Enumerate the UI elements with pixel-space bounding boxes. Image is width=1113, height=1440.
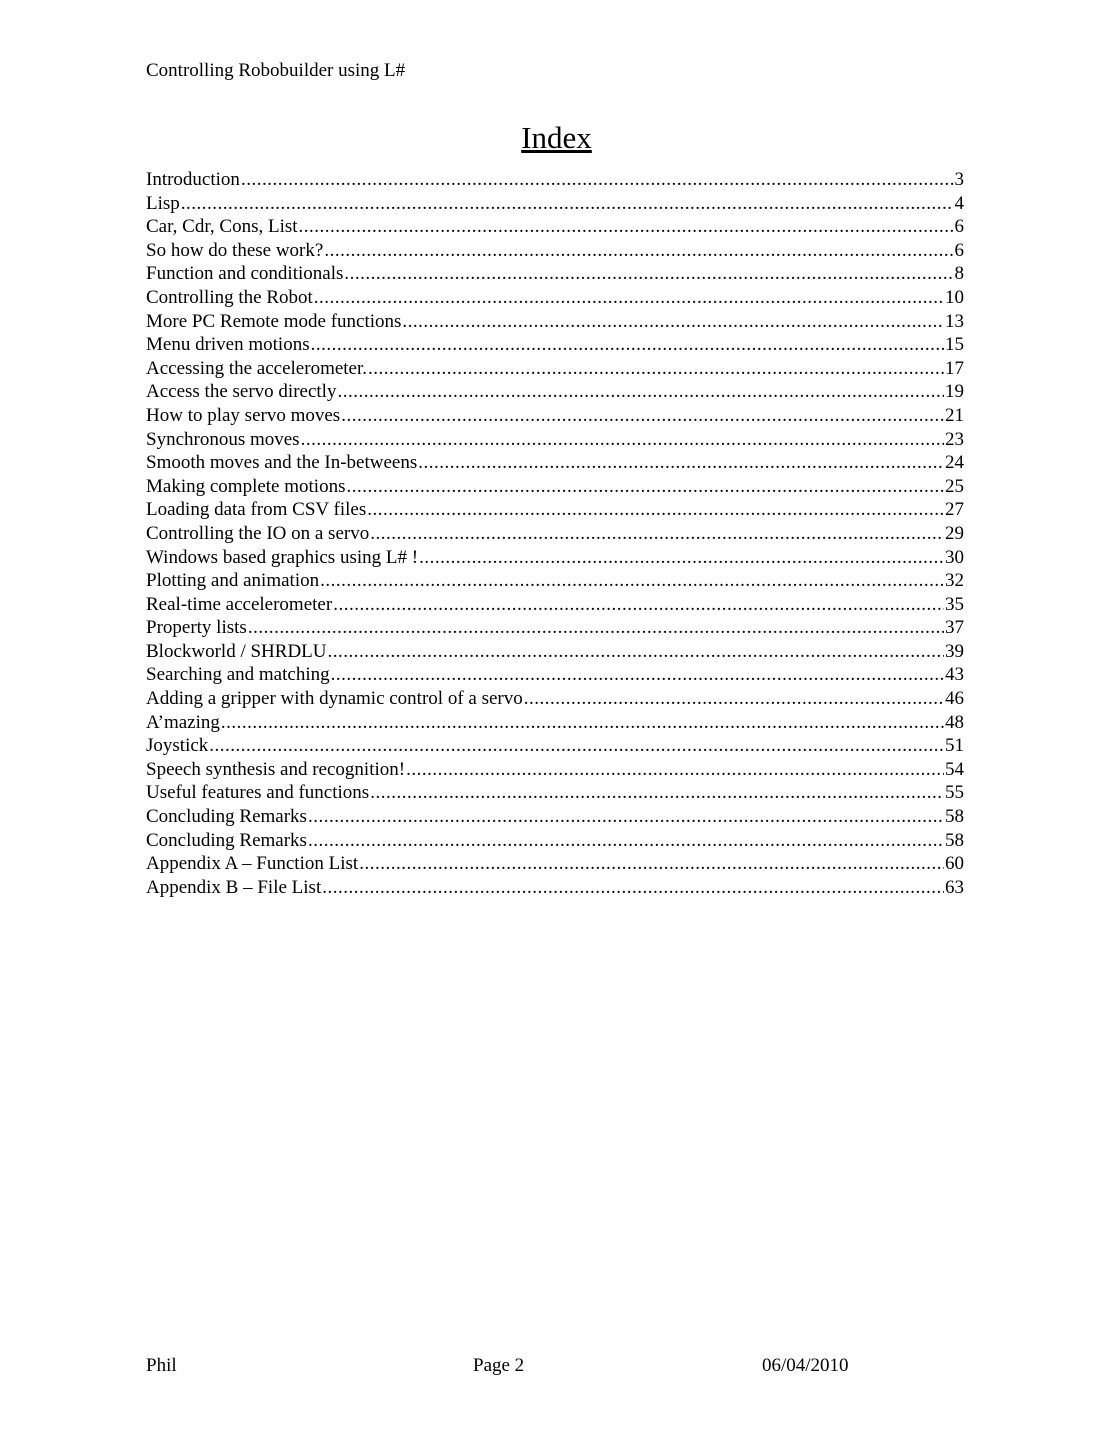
toc-dot-leader <box>221 711 944 735</box>
toc-dot-leader <box>308 805 944 829</box>
toc-dot-leader <box>341 404 944 428</box>
toc-dot-leader <box>301 428 944 452</box>
toc-dot-leader <box>320 569 944 593</box>
toc-entry[interactable] <box>146 593 964 617</box>
toc-dot-leader <box>337 380 944 404</box>
toc-entry-title: Adding a gripper with dynamic control of a servo <box>146 688 523 710</box>
toc-entry[interactable] <box>146 734 964 758</box>
toc-entry-page: 23 <box>945 428 964 450</box>
toc-entry-title: Lisp <box>146 192 180 214</box>
footer-author: Phil <box>146 1355 177 1376</box>
toc-entry-page: 58 <box>945 829 964 851</box>
toc-entry-title: Real-time accelerometer <box>146 593 333 615</box>
toc-entry[interactable] <box>146 687 964 711</box>
toc-dot-leader <box>524 687 944 711</box>
toc-entry[interactable] <box>146 758 964 782</box>
toc-entry-title: Speech synthesis and recognition! <box>146 758 406 780</box>
toc-entry[interactable] <box>146 876 964 900</box>
toc-entry-page: 55 <box>945 782 964 804</box>
toc-dot-leader <box>370 522 944 546</box>
toc-entry-title: Making complete motions <box>146 475 346 497</box>
toc-entry[interactable] <box>146 380 964 404</box>
toc-entry-title: Appendix A – Function List <box>146 853 359 875</box>
toc-dot-leader <box>406 758 944 782</box>
toc-entry-title: Useful features and functions <box>146 782 370 804</box>
toc-entry[interactable] <box>146 852 964 876</box>
toc-entry[interactable] <box>146 428 964 452</box>
toc-entry-page: 32 <box>945 570 964 592</box>
toc-entry[interactable] <box>146 781 964 805</box>
toc-entry-page: 37 <box>945 617 964 639</box>
toc-entry-page: 29 <box>945 522 964 544</box>
toc-entry[interactable] <box>146 357 964 381</box>
toc-dot-leader <box>333 593 944 617</box>
toc-dot-leader <box>322 876 944 900</box>
toc-entry-page: 3 <box>954 169 964 190</box>
toc-dot-leader <box>314 286 944 310</box>
toc-entry-page: 21 <box>945 404 964 426</box>
toc-entry-page: 10 <box>945 286 964 308</box>
toc-entry[interactable] <box>146 640 964 664</box>
toc-entry[interactable] <box>146 522 964 546</box>
toc-entry[interactable] <box>146 498 964 522</box>
toc-entry-title: Function and conditionals <box>146 263 344 285</box>
toc-entry[interactable] <box>146 192 964 216</box>
toc-entry-page: 63 <box>945 876 964 898</box>
toc-entry[interactable] <box>146 475 964 499</box>
toc-entry-title: Introduction <box>146 169 240 190</box>
toc-entry[interactable] <box>146 616 964 640</box>
toc-entry[interactable] <box>146 310 964 334</box>
toc-dot-leader <box>367 498 944 522</box>
toc-entry-page: 39 <box>945 640 964 662</box>
toc-entry-title: Loading data from CSV files <box>146 499 367 521</box>
toc-entry[interactable] <box>146 569 964 593</box>
toc-dot-leader <box>331 663 944 687</box>
toc-dot-leader <box>368 357 944 381</box>
toc-entry-page: 6 <box>954 239 964 261</box>
toc-entry[interactable] <box>146 404 964 428</box>
toc-dot-leader <box>308 829 944 853</box>
toc-entry-page: 30 <box>945 546 964 568</box>
toc-entry-title: Menu driven motions <box>146 334 310 356</box>
toc-dot-leader <box>344 262 953 286</box>
toc-entry-title: Controlling the Robot <box>146 286 313 308</box>
toc-entry-page: 60 <box>945 853 964 875</box>
toc-dot-leader <box>346 475 944 499</box>
toc-entry-title: Blockworld / SHRDLU <box>146 640 327 662</box>
table-of-contents <box>146 168 964 899</box>
page-title: Index <box>521 120 592 155</box>
toc-entry[interactable] <box>146 215 964 239</box>
toc-entry-title: Concluding Remarks <box>146 829 307 851</box>
toc-dot-leader <box>324 239 953 263</box>
footer-page-number: Page 2 <box>473 1355 525 1376</box>
toc-entry[interactable] <box>146 262 964 286</box>
toc-entry-page: 27 <box>945 499 964 521</box>
toc-entry-page: 48 <box>945 711 964 733</box>
toc-entry[interactable] <box>146 239 964 263</box>
toc-entry[interactable] <box>146 546 964 570</box>
toc-entry-title: Appendix B – File List <box>146 876 322 898</box>
toc-entry-title: Accessing the accelerometer. <box>146 357 368 379</box>
toc-entry-page: 4 <box>954 192 964 214</box>
toc-dot-leader <box>209 734 944 758</box>
toc-dot-leader <box>311 333 944 357</box>
toc-dot-leader <box>418 451 944 475</box>
toc-entry-page: 24 <box>945 452 964 474</box>
toc-dot-leader <box>419 546 944 570</box>
toc-entry-title: Synchronous moves <box>146 428 300 450</box>
toc-entry-title: More PC Remote mode functions <box>146 310 402 332</box>
toc-entry-title: A’mazing <box>146 711 220 733</box>
toc-entry-page: 6 <box>954 216 964 238</box>
toc-entry-title: Joystick <box>146 735 209 757</box>
toc-entry-title: So how do these work? <box>146 239 324 261</box>
toc-entry-page: 35 <box>945 593 964 615</box>
toc-entry[interactable] <box>146 168 964 192</box>
toc-entry[interactable] <box>146 829 964 853</box>
toc-entry-page: 15 <box>945 334 964 356</box>
toc-dot-leader <box>370 781 944 805</box>
toc-entry-title: Smooth moves and the In-betweens <box>146 452 418 474</box>
toc-entry-page: 13 <box>945 310 964 332</box>
toc-dot-leader <box>241 168 954 192</box>
toc-entry-page: 43 <box>945 664 964 686</box>
toc-entry[interactable] <box>146 451 964 475</box>
toc-entry-title: Windows based graphics using L# ! <box>146 546 419 568</box>
toc-entry[interactable] <box>146 286 964 310</box>
toc-entry-title: Searching and matching <box>146 664 330 686</box>
footer-date: 06/04/2010 <box>762 1355 849 1376</box>
toc-dot-leader <box>402 310 944 334</box>
toc-entry-title: Concluding Remarks <box>146 806 307 828</box>
toc-entry-page: 46 <box>945 688 964 710</box>
toc-entry[interactable] <box>146 805 964 829</box>
toc-dot-leader <box>248 616 944 640</box>
running-header: Controlling Robobuilder using L# <box>146 60 406 81</box>
toc-entry-page: 25 <box>945 475 964 497</box>
toc-entry[interactable] <box>146 711 964 735</box>
toc-entry-title: Access the servo directly <box>146 381 337 403</box>
toc-dot-leader <box>359 852 944 876</box>
toc-entry-page: 58 <box>945 806 964 828</box>
toc-dot-leader <box>299 215 954 239</box>
toc-entry-title: Plotting and animation <box>146 570 320 592</box>
toc-entry-page: 19 <box>945 381 964 403</box>
toc-dot-leader <box>328 640 945 664</box>
toc-entry-title: Car, Cdr, Cons, List <box>146 216 298 238</box>
toc-dot-leader <box>181 192 954 216</box>
toc-entry-page: 17 <box>945 357 964 379</box>
toc-entry-title: How to play servo moves <box>146 404 341 426</box>
toc-entry-title: Property lists <box>146 617 247 639</box>
toc-entry-page: 8 <box>954 263 964 285</box>
toc-entry-page: 54 <box>945 758 964 780</box>
toc-entry[interactable] <box>146 333 964 357</box>
toc-entry-title: Controlling the IO on a servo <box>146 522 370 544</box>
toc-entry-page: 51 <box>945 735 964 757</box>
toc-entry[interactable] <box>146 663 964 687</box>
